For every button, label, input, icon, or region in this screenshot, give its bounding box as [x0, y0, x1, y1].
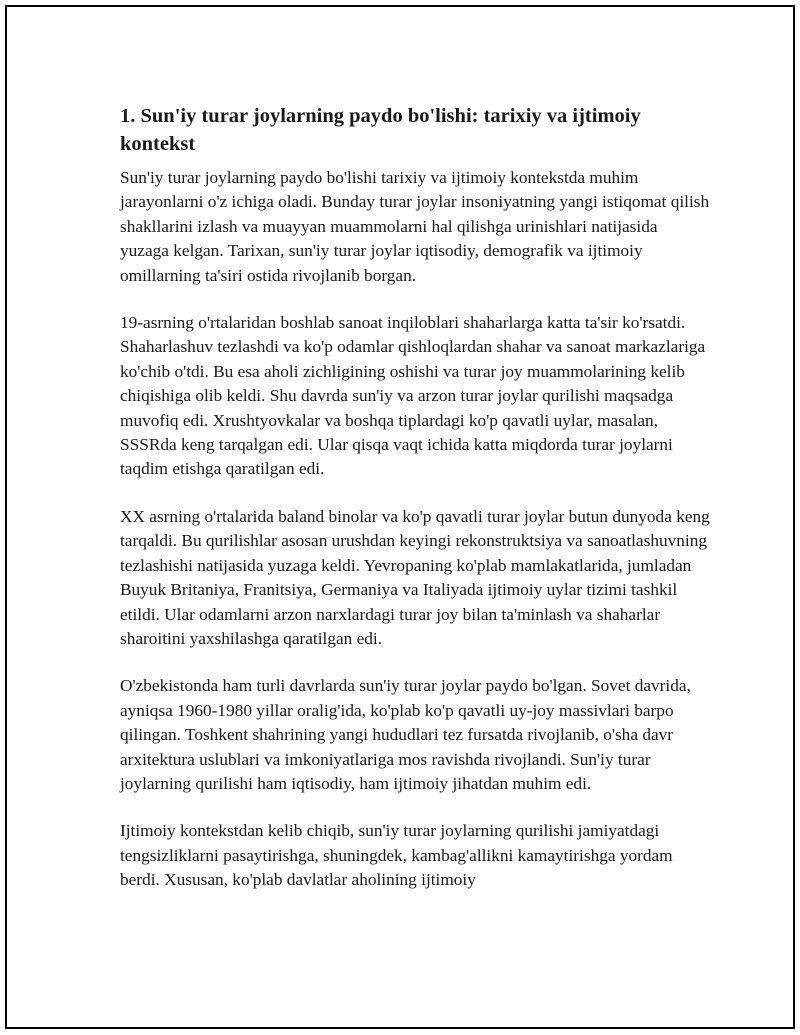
page-frame — [5, 5, 795, 1029]
paragraph-5: Ijtimoiy kontekstdan kelib chiqib, sun'iy turar joylarning qurilishi jamiyatdagi tengsizliklarni pasaytirishga, shuningdek, kambag'allikni kamaytirishga yordam berdi. Xususan, ko'plab davlatlar aholining ijtimoiy — [120, 821, 673, 890]
paragraph-1: Sun'iy turar joylarning paydo bo'lishi tarixiy va ijtimoiy kontekstda muhim jarayonlarni o'z ichiga oladi. Bunday turar joylar insoniyatning yangi istiqomat qilish shakllarini izlash va muayyan muammolarni hal qilishga urinishlari natijasida yuzaga kelgan. Tarixan, sun'iy turar joylar iqtisodiy, demografik va ijtimoiy omillarning ta'siri ostida rivojlanib borgan. — [120, 168, 710, 285]
paragraph-4: O'zbekistonda ham turli davrlarda sun'iy turar joylar paydo bo'lgan. Sovet davrida, ayniqsa 1960-1980 yillar oralig'ida, ko'plab ko'p qavatli uy-joy massivlari barpo qilingan. Toshkent shahrining yangi hududlari tez fursatda rivojlanib, o'sha davr arxitektura uslublari va imkoniyatlariga mos ravishda rivojlandi. Sun'iy turar joylarning qurilishi ham iqtisodiy, ham ijtimoiy jihatdan muhim edi. — [120, 676, 691, 793]
section-heading: 1. Sun'iy turar joylarning paydo bo'lishi: tarixiy va ijtimoiy kontekst — [120, 105, 641, 155]
paragraph-3: XX asrning o'rtalarida baland binolar va ko'p qavatli turar joylar butun dunyoda keng tarqaldi. Bu qurilishlar asosan urushdan keyingi rekonstruktsiya va sanoatlashuvning tezlashishi natijasida yuzaga keldi. Yevropaning ko'plab mamlakatlarida, jumladan Buyuk Britaniya, Franitsiya, Germaniya va Italiyada ijtimoiy uylar tizimi tashkil etildi. Ular odamlarni arzon narxlardagi turar joy bilan ta'minlash va shaharlar sharoitini yaxshilashga qaratilgan edi. — [120, 506, 710, 648]
document-body — [120, 102, 710, 916]
paragraph-2: 19-asrning o'rtalaridan boshlab sanoat inqiloblari shaharlarga katta ta'sir ko'rsatdi. Shaharlashuv tezlashdi va ko'p odamlar qishloqlardan shahar va sanoat markazlariga ko'chib o'tdi. Bu esa aholi zichligining oshishi va turar joy muammolarining kelib chiqishiga olib keldi. Shu davrda sun'iy va arzon turar joylar qurilishi maqsadga muvofiq edi. Xrushtyovkalar va boshqa tiplardagi ko'p qavatli uylar, masalan, SSSRda keng tarqalgan edi. Ular qisqa vaqt ichida katta miqdorda turar joylarni taqdim etishga qaratilgan edi. — [120, 313, 706, 479]
